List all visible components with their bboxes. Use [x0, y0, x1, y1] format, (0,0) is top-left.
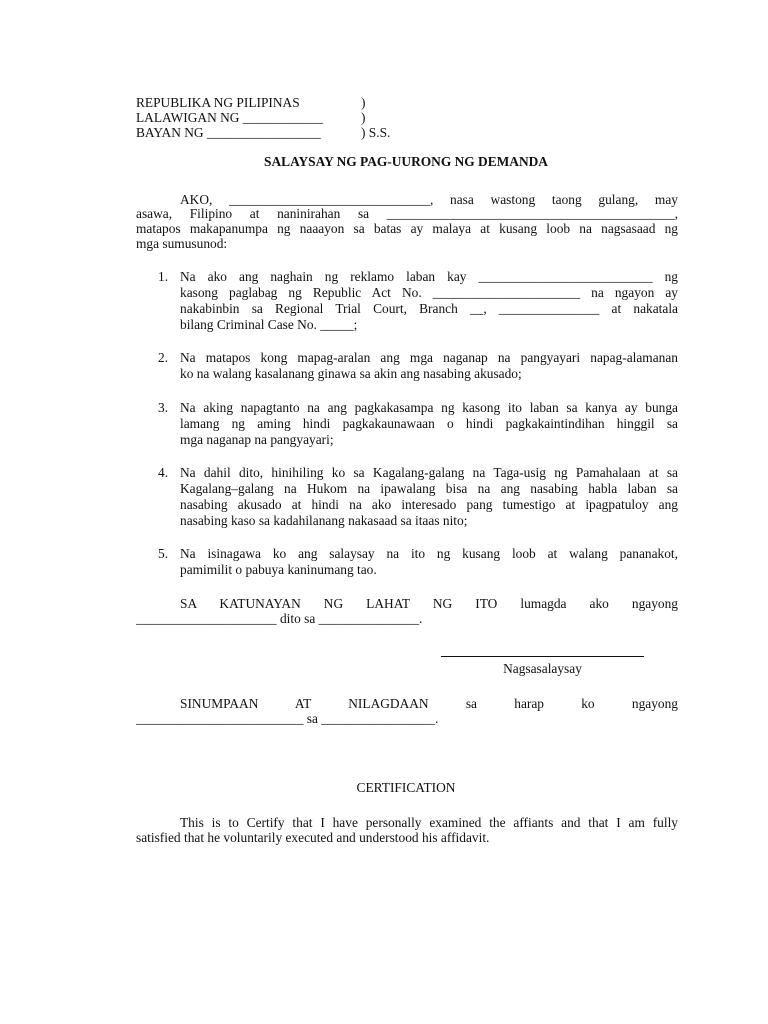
list-item-number: 4.: [158, 465, 169, 480]
certification-line-2: satisfied that he voluntarily executed and understood his affidavit.: [136, 830, 490, 845]
header-paren-3: ) S.S.: [361, 125, 391, 140]
list-item-line: Kagalang–galang na Hukom na ipawalang bisa na ang nasabing habla laban sa: [180, 481, 678, 496]
intro-line-4: mga sumusunod:: [136, 236, 228, 251]
signature-label: Nagsasalaysay: [503, 661, 582, 676]
list-item-line: mga naganap na pangyayari;: [180, 432, 334, 447]
intro-line-1: AKO, ______________________________, nasa wastong taong gulang, may: [180, 192, 678, 207]
list-item-line: lamang ng aming hindi pagkakaunawaan o hindi pagkakaintindihan hinggil sa: [180, 416, 678, 431]
header-republic: REPUBLIKA NG PILIPINAS: [136, 95, 300, 110]
list-item-line: Na aking napagtanto na ang pagkakasampa ng kasong ito laban sa kanya ay bunga: [180, 400, 678, 415]
list-item-line: Na ako ang naghain ng reklamo laban kay __________________________ ng: [180, 269, 678, 284]
intro-line-3: matapos makapanumpa ng naaayon sa batas ay malaya at kusang loob na nagsasaad ng: [136, 221, 678, 236]
list-item-line: nasabing akusado at hindi na ako interesado pang tumestigo at ipagpatuloy ang: [180, 497, 678, 512]
intro-line-2: asawa, Filipino at naninirahan sa ___________________________________________,: [136, 206, 678, 221]
list-item-line: nakabinbin sa Regional Trial Court, Branch __, _______________ at nakatala: [180, 301, 678, 316]
list-item-number: 5.: [158, 546, 169, 561]
list-item-line: Na dahil dito, hinihiling ko sa Kagalang-galang na Taga-usig ng Pamahalaan at sa: [180, 465, 678, 480]
header-paren-1: ): [361, 95, 366, 110]
list-item-line: ko na walang kasalanang ginawa sa akin ang nasabing akusado;: [180, 366, 522, 381]
certification-line-1: This is to Certify that I have personally examined the affiants and that I am fully: [180, 815, 678, 830]
witness-line-2: _____________________ dito sa _______________.: [136, 611, 423, 626]
header-town: BAYAN NG _________________: [136, 125, 321, 140]
list-item-line: nasabing kaso sa kadahilanang nakasaad sa itaas nito;: [180, 513, 468, 528]
sworn-line-2: _________________________ sa _________________.: [136, 711, 439, 726]
header-province: LALAWIGAN NG ____________: [136, 110, 324, 125]
list-item-line: pamimilit o pabuya kaninumang tao.: [180, 562, 377, 577]
list-item-line: bilang Criminal Case No. _____;: [180, 317, 358, 332]
list-item-number: 2.: [158, 350, 169, 365]
list-item-number: 1.: [158, 269, 169, 284]
list-item-number: 3.: [158, 400, 169, 415]
header-paren-2: ): [361, 110, 366, 125]
list-item-line: Na isinagawa ko ang salaysay na ito ng kusang loob at walang pananakot,: [180, 546, 678, 561]
certification-title: CERTIFICATION: [356, 780, 456, 795]
witness-line-1: SA KATUNAYAN NG LAHAT NG ITO lumagda ako ngayong: [180, 596, 678, 611]
signature-line: [441, 656, 644, 657]
sworn-line-1: SINUMPAAN AT NILAGDAAN sa harap ko ngayong: [180, 696, 678, 711]
list-item-line: Na matapos kong mapag-aralan ang mga naganap na pangyayari napag-alamanan: [180, 350, 678, 365]
list-item-line: kasong paglabag ng Republic Act No. ______________________ na ngayon ay: [180, 285, 678, 300]
document-title: SALAYSAY NG PAG-UURONG NG DEMANDA: [264, 154, 548, 169]
